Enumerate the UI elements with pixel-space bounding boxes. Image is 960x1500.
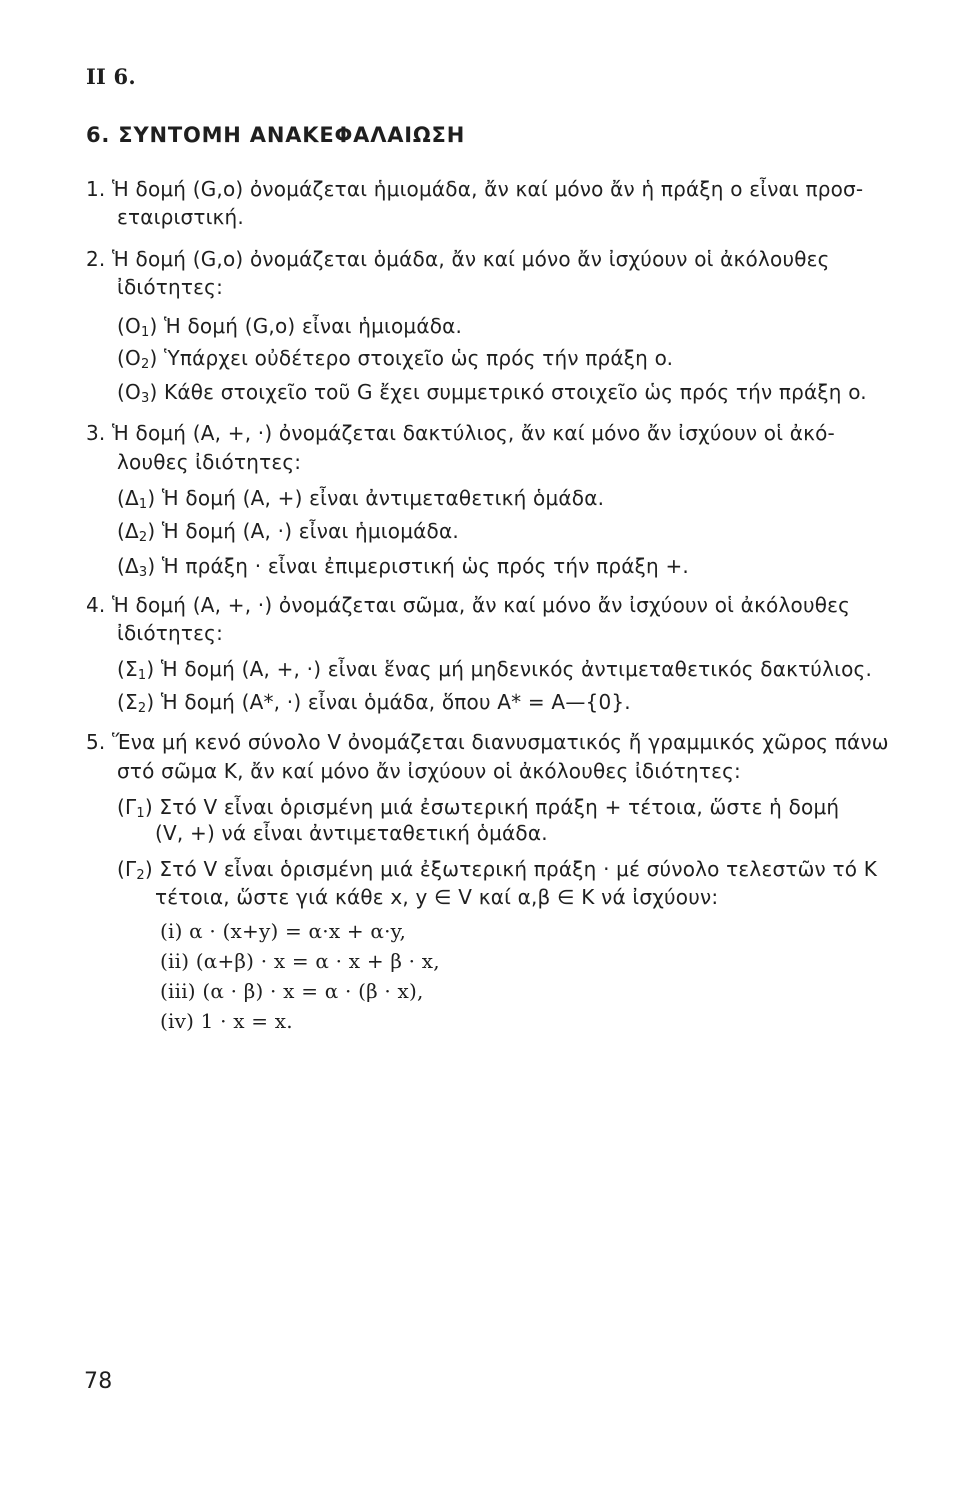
- item-3-line-1: 3. Ἡ δομή (A, +, ·) ὀνομάζεται δακτύλιος, ἄν καί μόνο ἄν ἰσχύουν οἱ ἀκό-: [86, 421, 835, 445]
- page-number: 78: [84, 1369, 113, 1394]
- item-1-line-2: εταιριστική.: [117, 205, 244, 229]
- property-o2: $(O_2)$ Ὑπάρχει οὐδέτερο στοιχεῖο ὡς πρός τήν πράξη o.: [117, 346, 674, 372]
- property-d3: $(\Delta_3)$ Ἡ πράξη · εἶναι ἐπιμεριστική ὡς πρός τήν πράξη +.: [117, 554, 689, 580]
- item-1-line-1: 1. Ἡ δομή (G,o) ὀνομάζεται ἡμιομάδα, ἄν καί μόνο ἄν ἡ πράξη o εἶναι προσ-: [86, 177, 864, 201]
- axiom-iv: (iv) 1 · x = x.: [160, 1009, 293, 1033]
- axiom-i: (i) α · (x+y) = α·x + α·y,: [160, 919, 407, 943]
- property-d1: $(\Delta_1)$ Ἡ δομή (A, +) εἶναι ἀντιμεταθετική ὁμάδα.: [117, 486, 605, 512]
- property-s1: $(\Sigma_1)$ Ἡ δομή (A, +, ·) εἶναι ἕνας μή μηδενικός ἀντιμεταθετικός δακτύλιος.: [117, 657, 873, 683]
- property-d2: $(\Delta_2)$ Ἡ δομή (A, ·) εἶναι ἡμιομάδα.: [117, 519, 459, 545]
- property-g1-continuation: (V, +) νά εἶναι ἀντιμεταθετική ὁμάδα.: [155, 821, 548, 845]
- item-4-line-1: 4. Ἡ δομή (A, +, ·) ὀνομάζεται σῶμα, ἄν καί μόνο ἄν ἰσχύουν οἱ ἀκόλουθες: [86, 593, 851, 617]
- property-s2: $(\Sigma_2)$ Ἡ δομή (A*, ·) εἶναι ὁμάδα, ὅπου A* = A—{0}.: [117, 690, 631, 716]
- section-header: II 6.: [86, 64, 136, 89]
- axiom-ii: (ii) (α+β) · x = α · x + β · x,: [160, 949, 440, 973]
- item-5-line-2: στό σῶμα K, ἄν καί μόνο ἄν ἰσχύουν οἱ ἀκόλουθες ἰδιότητες:: [117, 759, 741, 783]
- property-g2-continuation: τέτοια, ὥστε γιά κάθε x, y ∈ V καί α,β ∈ K νά ἰσχύουν:: [155, 885, 719, 909]
- property-o1: $(O_1)$ Ἡ δομή (G,o) εἶναι ἡμιομάδα.: [117, 314, 463, 340]
- item-3-line-2: λουθες ἰδιότητες:: [117, 450, 302, 474]
- axiom-iii: (iii) (α · β) · x = α · (β · x),: [160, 979, 424, 1003]
- property-g1: $(\Gamma_1)$ Στό V εἶναι ὁρισμένη μιά ἐσωτερική πράξη + τέτοια, ὥστε ἡ δομή: [117, 795, 840, 821]
- item-2-line-2: ἰδιότητες:: [117, 275, 224, 299]
- property-o3: $(O_3)$ Κάθε στοιχεῖο τοῦ G ἔχει συμμετρικό στοιχεῖο ὡς πρός τήν πράξη o.: [117, 380, 867, 406]
- item-2-line-1: 2. Ἡ δομή (G,o) ὀνομάζεται ὁμάδα, ἄν καί μόνο ἄν ἰσχύουν οἱ ἀκόλουθες: [86, 247, 830, 271]
- property-g2: $(\Gamma_2)$ Στό V εἶναι ὁρισμένη μιά ἐξωτερική πράξη · μέ σύνολο τελεστῶν τό K: [117, 857, 878, 883]
- item-5-line-1: 5. Ἕνα μή κενό σύνολο V ὀνομάζεται διανυσματικός ἤ γραμμικός χῶρος πάνω: [86, 730, 889, 754]
- page-title: 6. ΣΥΝΤΟΜΗ ΑΝΑΚΕΦΑΛΑΙΩΣΗ: [86, 123, 466, 147]
- item-4-line-2: ἰδιότητες:: [117, 621, 224, 645]
